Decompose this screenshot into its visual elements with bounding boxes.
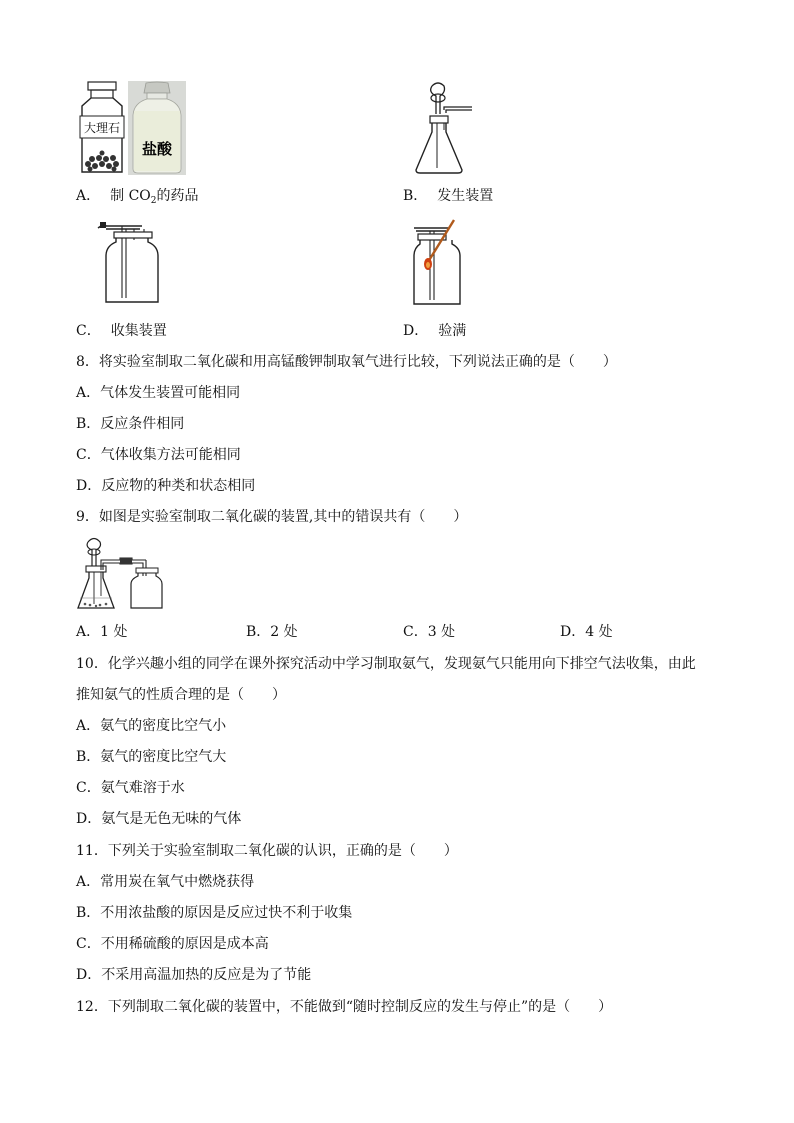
q10-option-d[interactable]: D．氨气是无色无味的气体 (76, 811, 242, 827)
q7-option-a[interactable] (76, 187, 199, 210)
q9-option-b[interactable]: B．2 处 (246, 624, 298, 640)
q9-option-d[interactable]: D．4 处 (560, 624, 613, 640)
subscript-2: 2 (150, 196, 157, 206)
option-text: 验满 (438, 323, 467, 339)
generator-apparatus-figure (410, 80, 490, 176)
acid-label: 盐酸 (141, 140, 172, 158)
option-text: 制 CO (110, 188, 151, 204)
q9-option-c[interactable]: C．3 处 (403, 624, 456, 640)
q10-option-b[interactable]: B．氨气的密度比空气大 (76, 749, 227, 765)
option-letter: D． (403, 323, 429, 339)
marble-label: 大理石 (83, 121, 120, 135)
collection-bottle-figure (96, 218, 160, 304)
q9-stem: 9．如图是实验室制取二氧化碳的装置,其中的错误共有（ ） (76, 509, 468, 525)
option-letter: A． (76, 188, 101, 204)
q11-option-b[interactable]: B．不用浓盐酸的原因是反应过快不利于收集 (76, 905, 353, 921)
q8-option-b[interactable]: B．反应条件相同 (76, 416, 185, 432)
option-text: 发生装置 (437, 188, 494, 204)
q8-option-d[interactable]: D．反应物的种类和状态相同 (76, 478, 256, 494)
q10-stem-line2: 推知氨气的性质合理的是（ ） (76, 687, 286, 703)
acid-bottle-figure (128, 81, 186, 175)
q7-option-b[interactable] (403, 187, 493, 205)
q8-option-a[interactable]: A．气体发生装置可能相同 (76, 385, 241, 401)
co2-apparatus-figure (76, 536, 166, 612)
q7-option-d[interactable] (403, 322, 466, 340)
q11-option-c[interactable]: C．不用稀硫酸的原因是成本高 (76, 936, 269, 952)
q9-option-a[interactable]: A．1 处 (76, 624, 128, 640)
q7-option-c[interactable] (76, 322, 167, 340)
option-text-post: 的药品 (156, 188, 199, 204)
q11-option-d[interactable]: D．不采用高温加热的反应是为了节能 (76, 967, 312, 983)
q11-option-a[interactable]: A．常用炭在氧气中燃烧获得 (76, 874, 255, 890)
full-check-figure (412, 218, 476, 306)
q8-option-c[interactable]: C．气体收集方法可能相同 (76, 447, 241, 463)
q10-option-c[interactable]: C．氨气难溶于水 (76, 780, 185, 796)
option-letter: B． (403, 188, 428, 204)
q10-option-a[interactable]: A．氨气的密度比空气小 (76, 718, 227, 734)
q8-stem: 8．将实验室制取二氧化碳和用高锰酸钾制取氧气进行比较，下列说法正确的是（ ） (76, 354, 617, 370)
q12-stem: 12．下列制取二氧化碳的装置中，不能做到“随时控制反应的发生与停止”的是（ ） (76, 999, 613, 1015)
option-letter: C． (76, 323, 101, 339)
q11-stem: 11．下列关于实验室制取二氧化碳的认识，正确的是（ ） (76, 843, 458, 859)
option-text: 收集装置 (110, 323, 167, 339)
q10-stem-line1: 10．化学兴趣小组的同学在课外探究活动中学习制取氨气，发现氨气只能用向下排空气法收集，由此 (76, 656, 696, 672)
